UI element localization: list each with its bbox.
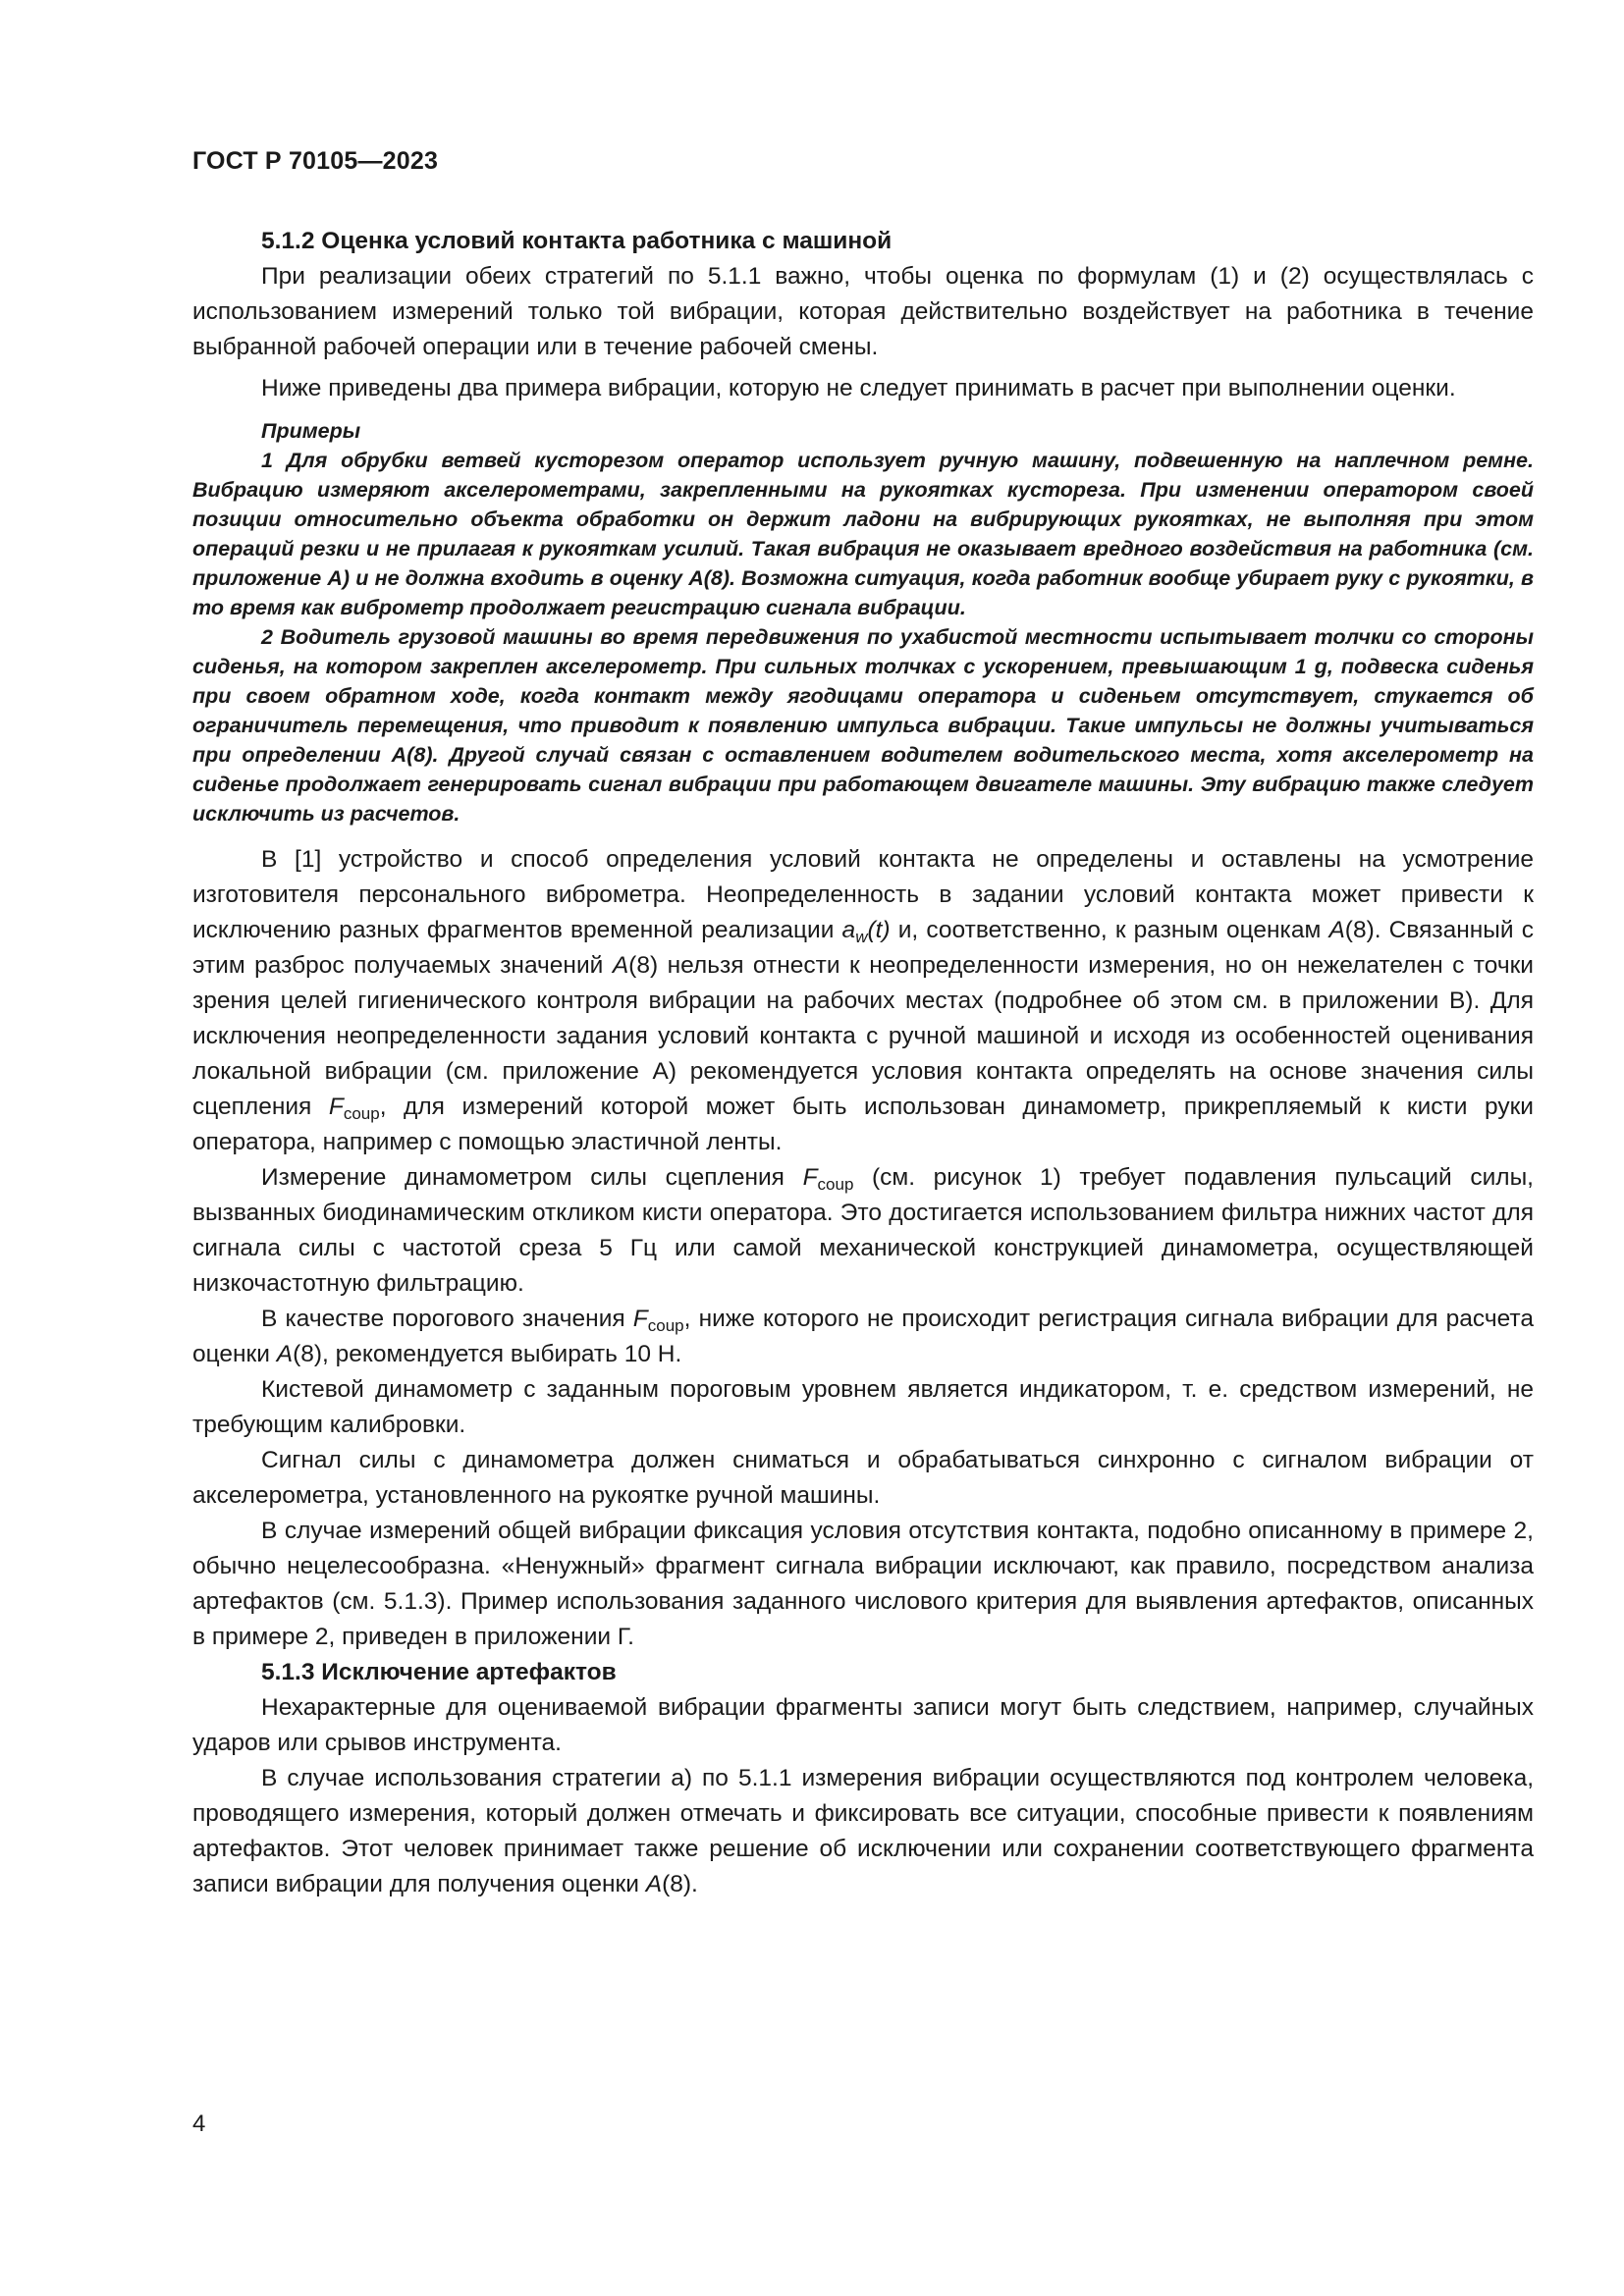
paragraph: В случае использования стратегии а) по 5.1.1 измерения вибрации осуществляются под контролем человека, проводящего измерения, который должен отмечать и фиксировать все ситуации, способные привести к появлениям артефактов. Этот человек принимает также решение об исключении или сохранении соответствующего фрагмента записи вибрации для получения оценки A(8). [192, 1765, 1534, 1897]
examples-block [192, 416, 1534, 828]
section-heading-5-1-3: 5.1.3 Исключение артефактов [261, 1659, 617, 1685]
paragraph: Измерение динамометром силы сцепления $F_{coup}$ (см. рисунок 1) требует подавления пульсаций силы, вызванных биодинамическим откликом кисти оператора. Это достигается использованием фильтра нижних частот для сигнала силы с частотой среза 5 Гц или самой механической конструкцией динамометра, осуществляющей низкочастотную фильтрацию. [192, 1164, 1534, 1297]
paragraph: Кистевой динамометр с заданным пороговым уровнем является индикатором, т. е. средством измерений, не требующим калибровки. [192, 1376, 1534, 1438]
paragraph: Сигнал силы с динамометра должен сниматься и обрабатываться синхронно с сигналом вибрации от акселерометра, установленного на рукоятке ручной машины. [192, 1447, 1534, 1509]
paragraph: Нехарактерные для оцениваемой вибрации фрагменты записи могут быть следствием, например, случайных ударов или срывов инструмента. [192, 1694, 1534, 1756]
examples-title: Примеры [261, 419, 361, 443]
paragraph: В [1] устройство и способ определения условий контакта не определены и оставлены на усмотрение изготовителя персонального виброметра. Неопределенность в задании условий контакта может привести к исключению разных фрагментов временной реализации $a_w(t)$ и, соответственно, к разным оценкам A(8). Связанный с этим разброс получаемых значений A(8) нельзя отнести к неопределенности измерения, но он нежелателен с точки зрения целей гигиенического контроля вибрации на рабочих местах (подробнее об этом см. в приложении В). Для исключения неопределенности задания условий контакта с ручной машиной и исходя из особенностей оценивания локальной вибрации (см. приложение А) рекомендуется условия контакта определять на основе значения силы сцепления $F_{coup}$, для измерений которой может быть использован динамометр, прикрепляемый к кисти руки оператора, например с помощью эластичной ленты. [192, 846, 1534, 1155]
section-heading-5-1-2: 5.1.2 Оценка условий контакта работника с машиной [261, 228, 893, 254]
example-2: 2 Водитель грузовой машины во время передвижения по ухабистой местности испытывает толчки со стороны сиденья, на котором закреплен акселерометр. При сильных толчках с ускорением, превышающим 1 g, подвеска сиденья при своем обратном ходе, когда контакт между ягодицами оператора и сиденьем отсутствует, стукается об ограничитель перемещения, что приводит к появлению импульса вибрации. Такие импульсы не должны учитываться при определении A(8). Другой случай связан с оставлением водителем водительского места, хотя акселерометр на сиденье продолжает генерировать сигнал вибрации при работающем двигателе машины. Эту вибрацию также следует исключить из расчетов. [192, 625, 1534, 826]
page-number: 4 [192, 2110, 206, 2137]
example-1: 1 Для обрубки ветвей кусторезом оператор использует ручную машину, подвешенную на наплечном ремне. Вибрацию измеряют акселерометрами, закрепленными на рукоятках кустореза. При изменении оператором своей позиции относительно объекта обработки он держит ладони на вибрирующих рукоятках, не выполняя при этом операций резки и не прилагая к рукояткам усилий. Такая вибрация не оказывает вредного воздействия на работника (см. приложение А) и не должна входить в оценку A(8). Возможна ситуация, когда работник вообще убирает руку с рукоятки, в то время как виброметр продолжает регистрацию сигнала вибрации. [192, 449, 1534, 619]
paragraph: В случае измерений общей вибрации фиксация условия отсутствия контакта, подобно описанному в примере 2, обычно нецелесообразна. «Ненужный» фрагмент сигнала вибрации исключают, как правило, посредством анализа артефактов (см. 5.1.3). Пример использования заданного числового критерия для выявления артефактов, описанных в примере 2, приведен в приложении Г. [192, 1518, 1534, 1650]
paragraph: При реализации обеих стратегий по 5.1.1 важно, чтобы оценка по формулам (1) и (2) осуществлялась с использованием измерений только той вибрации, которая действительно воздействует на работника в течение выбранной рабочей операции или в течение рабочей смены. [192, 263, 1534, 360]
paragraph: В качестве порогового значения $F_{coup}$, ниже которого не происходит регистрация сигнала вибрации для расчета оценки A(8), рекомендуется выбирать 10 Н. [192, 1306, 1534, 1367]
document-body [192, 224, 1534, 1902]
paragraph: Ниже приведены два примера вибрации, которую не следует принимать в расчет при выполнении оценки. [261, 375, 1456, 401]
document-header: ГОСТ Р 70105—2023 [192, 147, 439, 175]
